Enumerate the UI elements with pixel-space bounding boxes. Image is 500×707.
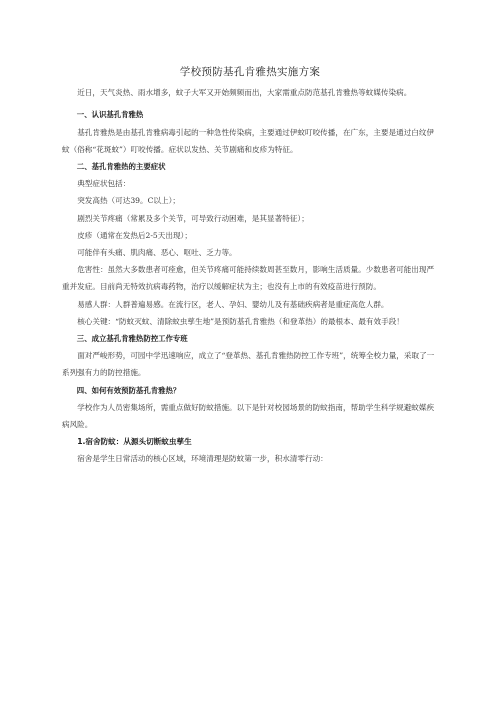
harm-paragraph: 危害性：虽然大多数患者可痊愈，但关节疼痛可能持续数周甚至数月，影响生活质量。少数患者可能出现严重并发症。目前尚无特效抗病毒药物，治疗以缓解症状为主；也没有上市的有效疫苗进行预防。 xyxy=(62,265,435,292)
section-heading-1: 一、认识基孔肯雅热 xyxy=(76,110,144,120)
intro-paragraph: 近日，天气炎热、雨水增多，蚊子大军又开始频频而出，大家需重点防范基孔肯雅热等蚊媒传染病。 xyxy=(77,88,412,97)
section-3-paragraph: 面对严峻形势，可园中学迅速响应，成立了“登革热、基孔肯雅热防控工作专班”，统筹全校力量，采取了一系列强有力的防控措施。 xyxy=(62,351,435,378)
section-1-paragraph: 基孔肯雅热是由基孔肯雅病毒引起的一种急性传染病，主要通过伊蚊叮咬传播，在广东，主要是通过白纹伊蚊（俗称“花斑蚊”）叮咬传播。症状以发热、关节剧痛和皮疹为特征。 xyxy=(62,127,435,154)
susceptible-paragraph: 易感人群：人群普遍易感。在流行区，老人、孕妇、婴幼儿及有基础疾病者是重症高危人群。 xyxy=(77,299,389,309)
document-body xyxy=(62,86,440,468)
symptom-item: 可能伴有头痛、肌肉痛、恶心、呕吐、乏力等。 xyxy=(77,248,237,258)
symptom-item: 突发高热（可达39。C以上）； xyxy=(77,196,180,206)
section-heading-3: 三、成立基孔肯雅热防控工作专班 xyxy=(76,334,188,344)
subsection-1-paragraph: 宿舍是学生日常活动的核心区域，环境清理是防蚊第一步，积水清零行动： xyxy=(77,454,328,464)
section-heading-2: 二、基孔肯雅热的主要症状 xyxy=(76,162,166,172)
subsection-heading-1: 1.宿舍防蚊：从源头切断蚊虫孳生 xyxy=(77,437,192,447)
symptoms-intro: 典型症状包括： xyxy=(77,179,131,189)
key-point-paragraph: 核心关键：“防蚊灭蚊、清除蚊虫孳生地”是预防基孔肯雅热（和登革热）的最根本、最有效手段！ xyxy=(77,316,404,326)
symptom-item: 剧烈关节疼痛（常累及多个关节，可导致行动困难，是其显著特征）； xyxy=(77,213,309,223)
document-title: 学校预防基孔肯雅热实施方案 xyxy=(179,66,321,78)
section-4-paragraph: 学校作为人员密集场所，需重点做好防蚊措施。以下是针对校园场景的防蚊指南，帮助学生科学规避蚊媒疾病风险。 xyxy=(62,402,435,430)
section-heading-4: 四、如何有效预防基孔肯雅热？ xyxy=(76,385,181,395)
symptom-item: 皮疹（通常在发热后2-5天出现）； xyxy=(77,230,192,240)
